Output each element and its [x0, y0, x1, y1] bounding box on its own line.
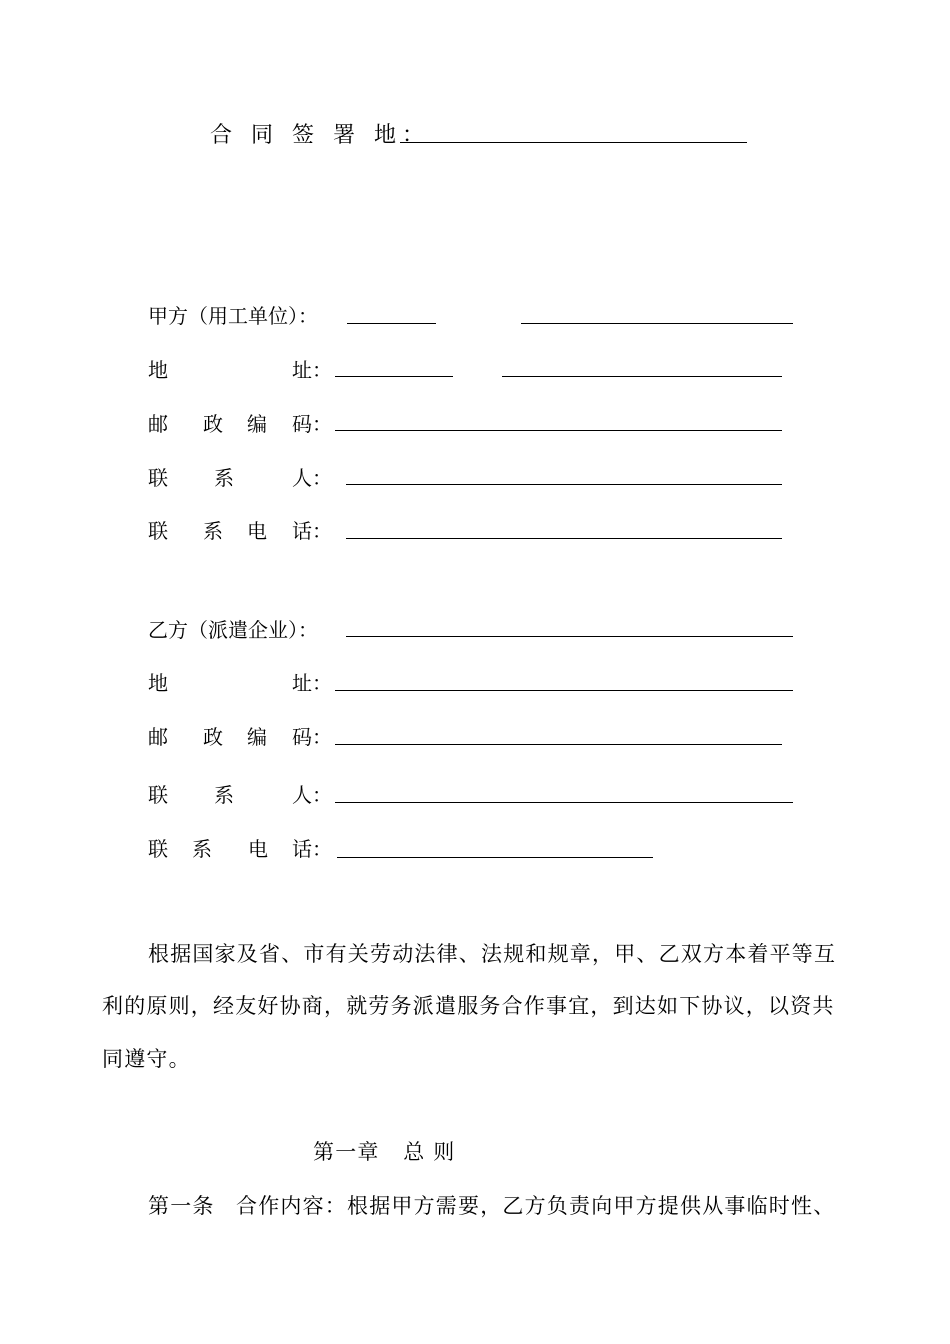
party-a-phone-label-1: 联 [148, 519, 168, 543]
party-a-phone-blank[interactable] [346, 538, 782, 539]
party-b-phone-label-2: 系 [192, 837, 212, 861]
party-a-address-label-2: 址： [292, 358, 332, 382]
preamble-line-1: 根据国家及省、市有关劳动法律、法规和规章，甲、乙双方本着平等互 [148, 942, 837, 966]
party-b-address-label-1: 地 [148, 671, 168, 695]
preamble-line-2: 利的原则，经友好协商，就劳务派遣服务合作事宜，到达如下协议，以资共 [102, 994, 835, 1018]
party-a-address-label-1: 地 [148, 358, 168, 382]
party-b-name-blank[interactable] [346, 636, 793, 637]
party-b-postcode-blank[interactable] [335, 744, 782, 745]
party-b-phone-label-4: 话： [292, 837, 332, 861]
article-1-text: 合作内容：根据甲方需要，乙方负责向甲方提供从事临时性、 [236, 1194, 836, 1218]
party-a-name-label: 甲方（用工单位）： [148, 304, 318, 328]
party-a-postcode-label-3: 编 [247, 412, 267, 436]
party-b-postcode-label-4: 码： [292, 725, 332, 749]
party-b-postcode-label-3: 编 [247, 725, 267, 749]
party-a-phone-label-3: 电 [247, 519, 267, 543]
party-a-contact-label-3: 人： [292, 466, 332, 490]
chapter-1-title: 第一章 总 则 [313, 1140, 456, 1164]
party-a-postcode-label-4: 码： [292, 412, 332, 436]
party-b-contact-label-1: 联 [148, 783, 168, 807]
party-b-phone-blank[interactable] [337, 857, 653, 858]
party-a-postcode-label-2: 政 [203, 412, 223, 436]
party-b-contact-blank[interactable] [335, 802, 793, 803]
party-b-address-blank[interactable] [335, 690, 793, 691]
party-b-postcode-label-1: 邮 [148, 725, 168, 749]
party-b-name-label: 乙方（派遣企业）： [148, 618, 318, 642]
party-b-address-label-2: 址： [292, 671, 332, 695]
party-a-address-blank-1[interactable] [335, 376, 453, 377]
party-a-name-blank-2[interactable] [521, 323, 793, 324]
signing-place-blank[interactable] [400, 142, 747, 143]
party-a-postcode-label-1: 邮 [148, 412, 168, 436]
party-a-address-blank-2[interactable] [502, 376, 782, 377]
party-a-contact-label-2: 系 [214, 466, 234, 490]
signing-place-label: 合 同 签 署 地： [210, 123, 430, 148]
party-a-phone-label-4: 话： [292, 519, 332, 543]
party-a-name-blank-1[interactable] [347, 323, 436, 324]
party-b-contact-label-2: 系 [214, 783, 234, 807]
party-b-phone-label-1: 联 [148, 837, 168, 861]
party-a-contact-blank[interactable] [346, 484, 782, 485]
party-a-phone-label-2: 系 [203, 519, 223, 543]
article-1-heading: 第一条 [148, 1194, 215, 1218]
party-b-postcode-label-2: 政 [203, 725, 223, 749]
party-a-postcode-blank[interactable] [335, 430, 782, 431]
preamble-line-3: 同遵守。 [102, 1047, 191, 1071]
party-b-phone-label-3: 电 [248, 837, 268, 861]
party-b-contact-label-3: 人： [292, 783, 332, 807]
party-a-contact-label-1: 联 [148, 466, 168, 490]
